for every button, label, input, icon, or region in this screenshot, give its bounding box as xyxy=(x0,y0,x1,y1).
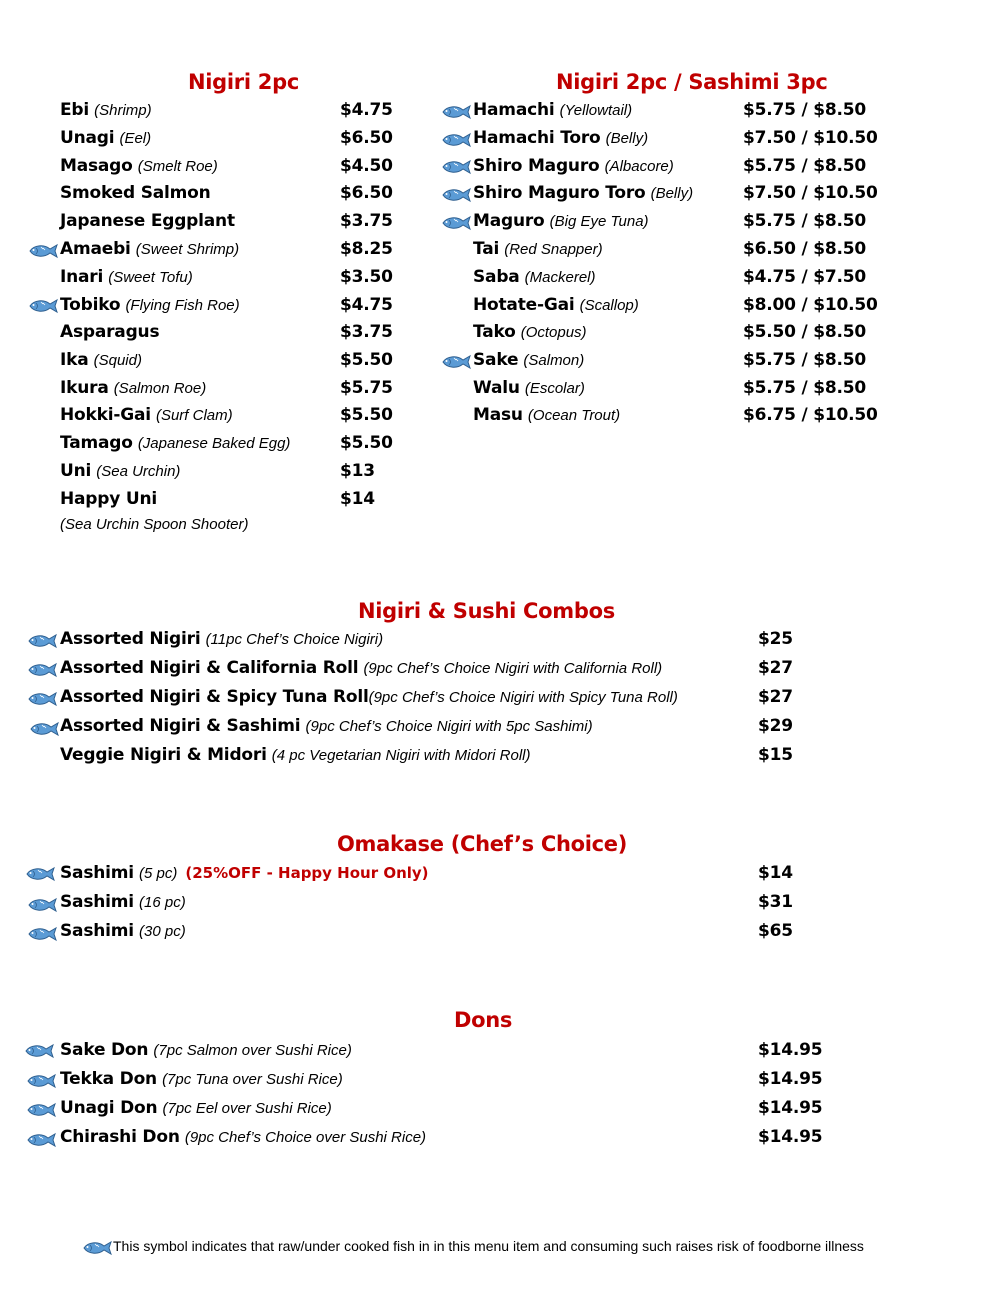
item-price: $14 xyxy=(758,863,793,883)
item-desc: (Red Snapper) xyxy=(504,241,603,258)
menu-item-sashimi-30pc xyxy=(60,921,186,947)
menu-item-assorted-nigiri-sashimi xyxy=(60,716,593,742)
raw-fish-legend: This symbol indicates that raw/under cooked fish in in this menu item and consuming such raises risk of foodborne illness xyxy=(113,1238,864,1254)
item-name: Assorted Nigiri & Sashimi xyxy=(60,716,301,736)
happy-uni-footnote: (Sea Urchin Spoon Shooter) xyxy=(60,516,249,533)
item-name: Shiro Maguro xyxy=(473,156,600,176)
menu-item-unagi-don xyxy=(60,1098,332,1124)
fish-icon xyxy=(441,132,471,148)
menu-item-chirashi-don xyxy=(60,1127,426,1153)
item-price: $5.50 xyxy=(340,405,393,425)
item-price: $29 xyxy=(758,716,793,736)
fish-icon xyxy=(441,187,471,203)
menu-item-hotate-gai xyxy=(473,295,639,321)
item-name: Unagi Don xyxy=(60,1098,158,1118)
item-name: Hamachi xyxy=(473,100,555,120)
item-desc: (9pc Chef’s Choice Nigiri with 5pc Sashimi) xyxy=(305,718,593,735)
item-price: $4.50 xyxy=(340,156,393,176)
item-desc: (Salmon Roe) xyxy=(113,380,207,397)
fish-icon xyxy=(441,215,471,231)
item-name: Asparagus xyxy=(60,322,160,342)
item-desc: (Belly) xyxy=(605,130,649,147)
fish-icon xyxy=(441,159,471,175)
item-name: Japanese Eggplant xyxy=(60,211,235,231)
menu-item-sashimi-16pc xyxy=(60,892,186,918)
fish-icon xyxy=(441,354,471,370)
item-name: Chirashi Don xyxy=(60,1127,180,1147)
menu-item-asparagus xyxy=(60,322,159,348)
item-desc: (Scallop) xyxy=(579,297,639,314)
fish-icon xyxy=(27,926,57,942)
item-price: $14.95 xyxy=(758,1069,823,1089)
item-name: Saba xyxy=(473,267,520,287)
item-price: $25 xyxy=(758,629,793,649)
item-name: Tai xyxy=(473,239,500,259)
item-desc: (Smelt Roe) xyxy=(137,158,218,175)
item-desc: (Big Eye Tuna) xyxy=(549,213,649,230)
item-price: $5.75 / $8.50 xyxy=(743,211,866,231)
menu-item-sashimi-5pc xyxy=(60,863,429,889)
item-name: Tamago xyxy=(60,433,133,453)
item-price: $13 xyxy=(340,461,375,481)
item-desc: (Yellowtail) xyxy=(559,102,633,119)
item-desc: (Salmon) xyxy=(523,352,585,369)
item-price: $14.95 xyxy=(758,1098,823,1118)
fish-icon xyxy=(27,633,57,649)
item-price: $5.75 / $8.50 xyxy=(743,100,866,120)
item-name: Uni xyxy=(60,461,92,481)
item-name: Tako xyxy=(473,322,516,342)
fish-icon xyxy=(26,1073,56,1089)
fish-icon xyxy=(27,897,57,913)
item-name: Masago xyxy=(60,156,133,176)
item-name: Veggie Nigiri & Midori xyxy=(60,745,267,765)
item-price: $14.95 xyxy=(758,1040,823,1060)
item-name: Unagi xyxy=(60,128,115,148)
item-price: $4.75 xyxy=(340,295,393,315)
item-price: $5.50 xyxy=(340,350,393,370)
item-price: $5.75 / $8.50 xyxy=(743,350,866,370)
item-name: Sashimi xyxy=(60,863,134,883)
item-price: $6.75 / $10.50 xyxy=(743,405,878,425)
item-desc: (9pc Chef’s Choice over Sushi Rice) xyxy=(184,1129,427,1146)
item-desc: (Belly) xyxy=(650,185,694,202)
item-price: $5.75 / $8.50 xyxy=(743,378,866,398)
item-name: Sake Don xyxy=(60,1040,149,1060)
menu-item-veggie-nigiri-midori xyxy=(60,745,531,771)
item-price: $14.95 xyxy=(758,1127,823,1147)
menu-item-sake-don xyxy=(60,1040,352,1066)
item-price: $5.75 / $8.50 xyxy=(743,156,866,176)
item-price: $5.50 xyxy=(340,433,393,453)
menu-item-assorted-nigiri-california xyxy=(60,658,662,684)
item-desc: (5 pc) xyxy=(139,865,178,882)
fish-icon xyxy=(28,243,58,259)
fish-icon xyxy=(29,721,59,737)
item-name: Ika xyxy=(60,350,89,370)
menu-item-assorted-nigiri-spicy-tuna xyxy=(60,687,678,713)
fish-icon xyxy=(26,1132,56,1148)
item-name: Assorted Nigiri xyxy=(60,629,201,649)
item-name: Hotate-Gai xyxy=(473,295,575,315)
item-price: $5.75 xyxy=(340,378,393,398)
nigiri-heading: Nigiri 2pc xyxy=(188,70,299,94)
item-price: $7.50 / $10.50 xyxy=(743,128,878,148)
menu-item-assorted-nigiri xyxy=(60,629,383,655)
item-price: $5.50 / $8.50 xyxy=(743,322,866,342)
item-desc: (Flying Fish Roe) xyxy=(125,297,240,314)
item-desc: (7pc Salmon over Sushi Rice) xyxy=(153,1042,352,1059)
item-desc: (7pc Eel over Sushi Rice) xyxy=(162,1100,332,1117)
item-desc: (Sweet Tofu) xyxy=(108,269,193,286)
menu-item-maguro xyxy=(473,211,649,237)
item-price: $6.50 / $8.50 xyxy=(743,239,866,259)
fish-icon xyxy=(26,1102,56,1118)
item-price: $27 xyxy=(758,687,793,707)
fish-icon xyxy=(27,691,57,707)
item-desc: (9pc Chef’s Choice Nigiri with Spicy Tuna Roll) xyxy=(368,689,678,706)
menu-item-inari xyxy=(60,267,193,293)
item-name: Masu xyxy=(473,405,523,425)
fish-icon xyxy=(82,1240,112,1256)
item-desc: (Escolar) xyxy=(524,380,585,397)
menu-item-masago xyxy=(60,156,218,182)
item-name: Tobiko xyxy=(60,295,121,315)
menu-item-smoked-salmon xyxy=(60,183,211,209)
item-price: $6.50 xyxy=(340,183,393,203)
menu-item-sake xyxy=(473,350,584,376)
menu-item-tai xyxy=(473,239,603,265)
menu-item-hamachi xyxy=(473,100,632,126)
fish-icon xyxy=(25,866,55,882)
fish-icon xyxy=(27,662,57,678)
item-desc: (11pc Chef’s Choice Nigiri) xyxy=(205,631,384,648)
item-name: Assorted Nigiri & California Roll xyxy=(60,658,359,678)
item-name: Sashimi xyxy=(60,921,134,941)
item-desc: (4 pc Vegetarian Nigiri with Midori Roll) xyxy=(271,747,531,764)
item-name: Ikura xyxy=(60,378,109,398)
item-desc: (Albacore) xyxy=(604,158,674,175)
item-desc: (7pc Tuna over Sushi Rice) xyxy=(162,1071,343,1088)
item-name: Tekka Don xyxy=(60,1069,157,1089)
item-price: $27 xyxy=(758,658,793,678)
item-desc: (Surf Clam) xyxy=(155,407,233,424)
item-name: Maguro xyxy=(473,211,545,231)
menu-item-uni xyxy=(60,461,180,487)
item-desc: (Octopus) xyxy=(520,324,587,341)
menu-item-tako xyxy=(473,322,587,348)
item-desc: (Mackerel) xyxy=(524,269,596,286)
item-price: $8.00 / $10.50 xyxy=(743,295,878,315)
item-price: $14 xyxy=(340,489,375,509)
item-price: $65 xyxy=(758,921,793,941)
item-name: Sashimi xyxy=(60,892,134,912)
item-price: $7.50 / $10.50 xyxy=(743,183,878,203)
item-price: $6.50 xyxy=(340,128,393,148)
menu-item-tamago xyxy=(60,433,290,459)
menu-item-japanese-eggplant xyxy=(60,211,235,237)
item-desc: (Sweet Shrimp) xyxy=(135,241,240,258)
menu-item-masu xyxy=(473,405,620,431)
item-name: Ebi xyxy=(60,100,90,120)
item-price: $3.75 xyxy=(340,211,393,231)
fish-icon xyxy=(28,298,58,314)
item-name: Assorted Nigiri & Spicy Tuna Roll xyxy=(60,687,369,707)
happy-hour-promo: (25%OFF - Happy Hour Only) xyxy=(185,864,429,882)
item-name: Smoked Salmon xyxy=(60,183,211,203)
menu-item-saba xyxy=(473,267,596,293)
item-name: Happy Uni xyxy=(60,489,157,509)
menu-item-hamachi-toro xyxy=(473,128,648,154)
item-price: $31 xyxy=(758,892,793,912)
item-name: Inari xyxy=(60,267,104,287)
menu-item-ebi xyxy=(60,100,152,126)
item-price: $8.25 xyxy=(340,239,393,259)
menu-item-shiro-maguro-toro xyxy=(473,183,693,209)
item-desc: (30 pc) xyxy=(139,923,186,940)
menu-item-ika xyxy=(60,350,142,376)
item-desc: (Eel) xyxy=(119,130,152,147)
item-desc: (Ocean Trout) xyxy=(527,407,621,424)
item-name: Hokki-Gai xyxy=(60,405,151,425)
fish-icon xyxy=(441,104,471,120)
menu-item-tobiko xyxy=(60,295,240,321)
item-name: Hamachi Toro xyxy=(473,128,601,148)
item-name: Walu xyxy=(473,378,520,398)
item-desc: (Squid) xyxy=(93,352,142,369)
menu-item-ikura xyxy=(60,378,206,404)
menu-item-shiro-maguro xyxy=(473,156,674,182)
item-desc: (Japanese Baked Egg) xyxy=(137,435,291,452)
item-desc: (9pc Chef’s Choice Nigiri with California Roll) xyxy=(363,660,663,677)
item-price: $3.75 xyxy=(340,322,393,342)
item-name: Shiro Maguro Toro xyxy=(473,183,646,203)
menu-item-unagi xyxy=(60,128,151,154)
menu-item-amaebi xyxy=(60,239,239,265)
sashimi-heading: Nigiri 2pc / Sashimi 3pc xyxy=(556,70,828,94)
dons-heading: Dons xyxy=(454,1008,513,1032)
omakase-heading: Omakase (Chef’s Choice) xyxy=(337,832,628,856)
menu-item-happy-uni xyxy=(60,489,157,515)
item-price: $4.75 xyxy=(340,100,393,120)
item-name: Amaebi xyxy=(60,239,131,259)
item-desc: (16 pc) xyxy=(139,894,186,911)
combos-heading: Nigiri & Sushi Combos xyxy=(358,599,615,623)
fish-icon xyxy=(24,1043,54,1059)
item-price: $3.50 xyxy=(340,267,393,287)
menu-item-walu xyxy=(473,378,585,404)
menu-item-tekka-don xyxy=(60,1069,343,1095)
item-desc: (Shrimp) xyxy=(94,102,152,119)
item-price: $4.75 / $7.50 xyxy=(743,267,866,287)
menu-item-hokki-gai xyxy=(60,405,233,431)
item-price: $15 xyxy=(758,745,793,765)
item-desc: (Sea Urchin) xyxy=(96,463,181,480)
item-name: Sake xyxy=(473,350,519,370)
